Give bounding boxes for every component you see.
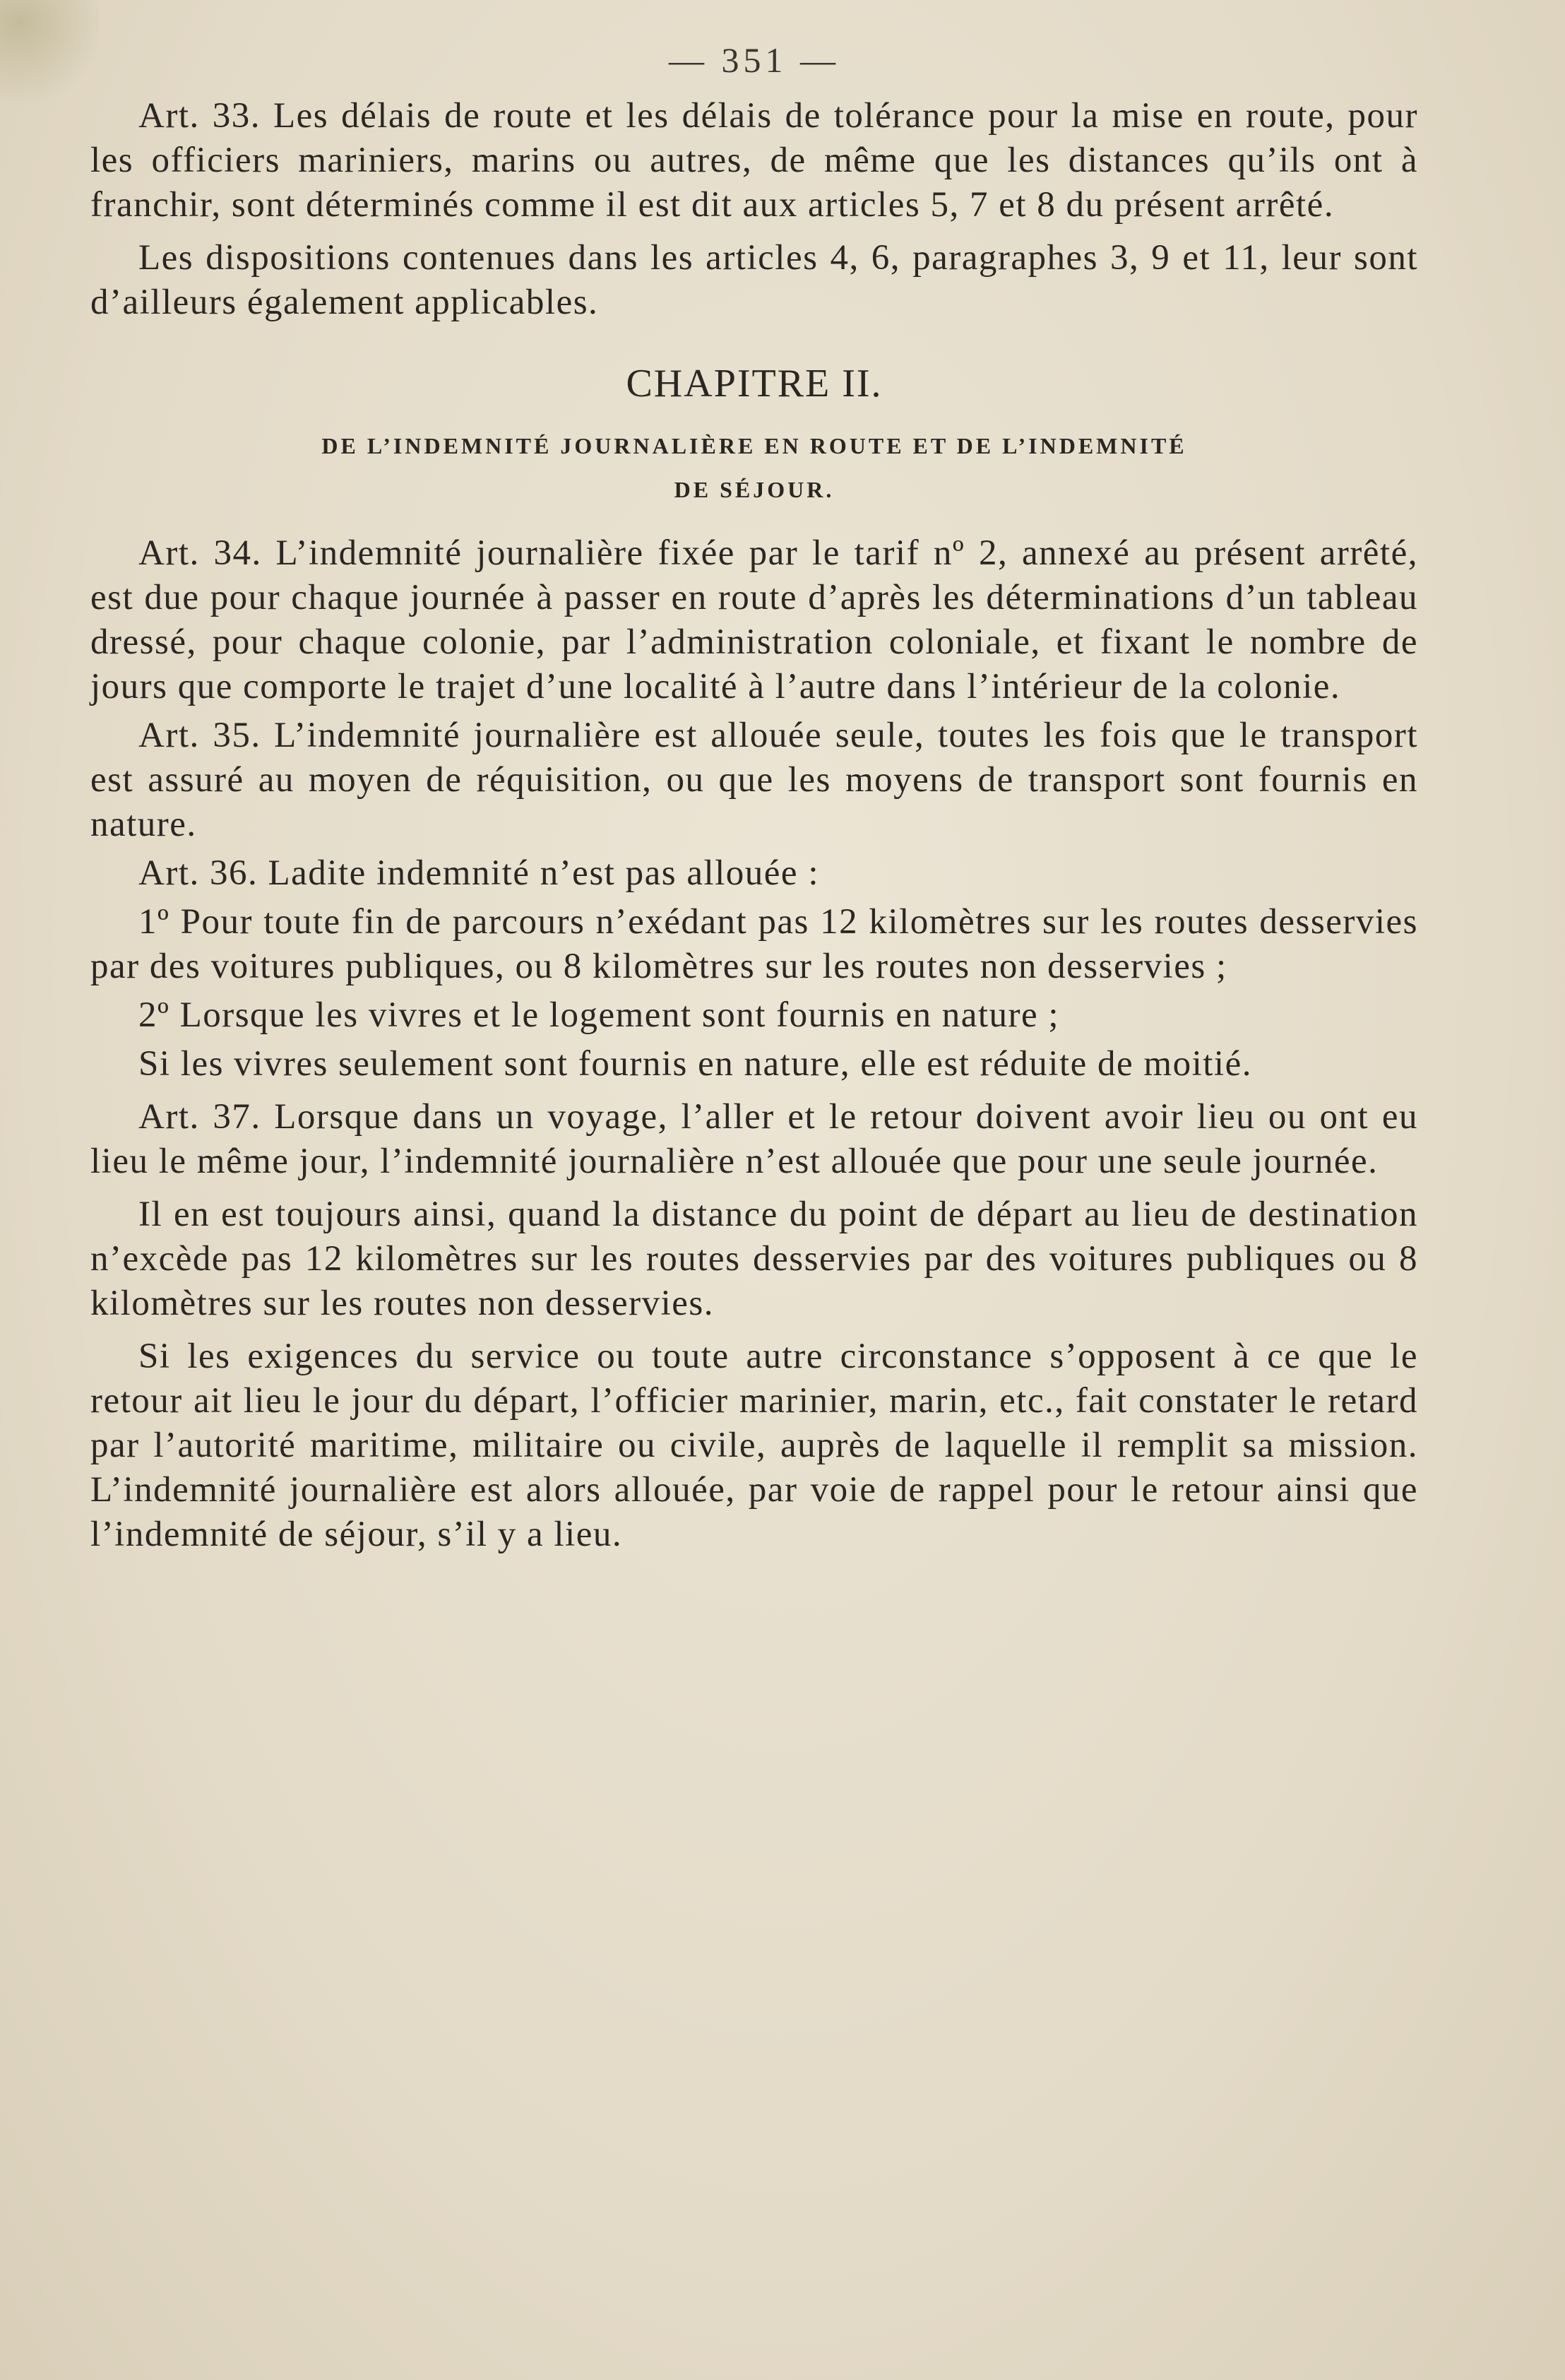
article-37-distance-paragraph: Il en est toujours ainsi, quand la distance du point de départ au lieu de destination n’excède pas 12 kilomètres sur les routes desservies par des voitures publiques ou 8 kilomètres sur les routes non desservies. — [90, 1195, 1418, 1323]
article-36-item-1: 1º Pour toute fin de parcours n’exédant pas 12 kilomètres sur les routes desservies par des voitures publiques, ou 8 kilomètres sur les routes non desservies ; — [90, 902, 1418, 986]
article-37-paragraph: Art. 37. Lorsque dans un voyage, l’aller et le retour doivent avoir lieu ou ont eu lieu le même jour, l’indemnité journalière n’est allouée que pour une seule journée. — [90, 1097, 1418, 1181]
article-34-paragraph: Art. 34. L’indemnité journalière fixée par le tarif nº 2, annexé au présent arrêté, est due pour chaque journée à passer en route d’après les déterminations d’un tableau dressé, pour chaque colonie, par l’administration coloniale, et fixant le nombre de jours que comporte le trajet d’une localité à l’autre dans l’intérieur de la colonie. — [90, 533, 1418, 706]
chapter-subtitle-line-1: DE L’INDEMNITÉ JOURNALIÈRE EN ROUTE ET DE L’INDEMNITÉ — [321, 433, 1187, 458]
article-36-item-2: 2º Lorsque les vivres et le logement sont fournis en nature ; — [138, 995, 1060, 1035]
article-36-reduction-paragraph: Si les vivres seulement sont fournis en nature, elle est réduite de moitié. — [138, 1044, 1252, 1084]
article-33-paragraph: Art. 33. Les délais de route et les délais de tolérance pour la mise en route, pour les officiers mariniers, marins ou autres, de même que les distances qu’ils ont à franchir, sont déterminés comme il est dit aux articles 5, 7 et 8 du présent arrêté. — [90, 96, 1418, 225]
article-36-paragraph: Art. 36. Ladite indemnité n’est pas allouée : — [138, 853, 819, 893]
article-37-delay-paragraph: Si les exigences du service ou toute autre circonstance s’opposent à ce que le retour ait lieu le jour du départ, l’officier marinier, marin, etc., fait constater le retard par l’autorité maritime, militaire ou civile, auprès de laquelle il remplit sa mission. L’indemnité journalière est alors allouée, par voie de rappel pour le retour ainsi que l’indemnité de séjour, s’il y a lieu. — [90, 1337, 1418, 1554]
chapter-subtitle — [90, 424, 1418, 511]
page-number: — 351 — — [669, 40, 840, 80]
chapter-subtitle-line-2: DE SÉJOUR. — [674, 477, 835, 502]
page-text-block — [90, 39, 1418, 1561]
article-35-paragraph: Art. 35. L’indemnité journalière est allouée seule, toutes les fois que le transport est assuré au moyen de réquisition, ou que les moyens de transport sont fournis en nature. — [90, 716, 1418, 844]
chapter-title: CHAPITRE II. — [626, 362, 883, 405]
article-33-continuation-paragraph: Les dispositions contenues dans les articles 4, 6, paragraphes 3, 9 et 11, leur sont d’ailleurs également applicables. — [90, 238, 1418, 322]
paper-stain — [0, 0, 99, 113]
